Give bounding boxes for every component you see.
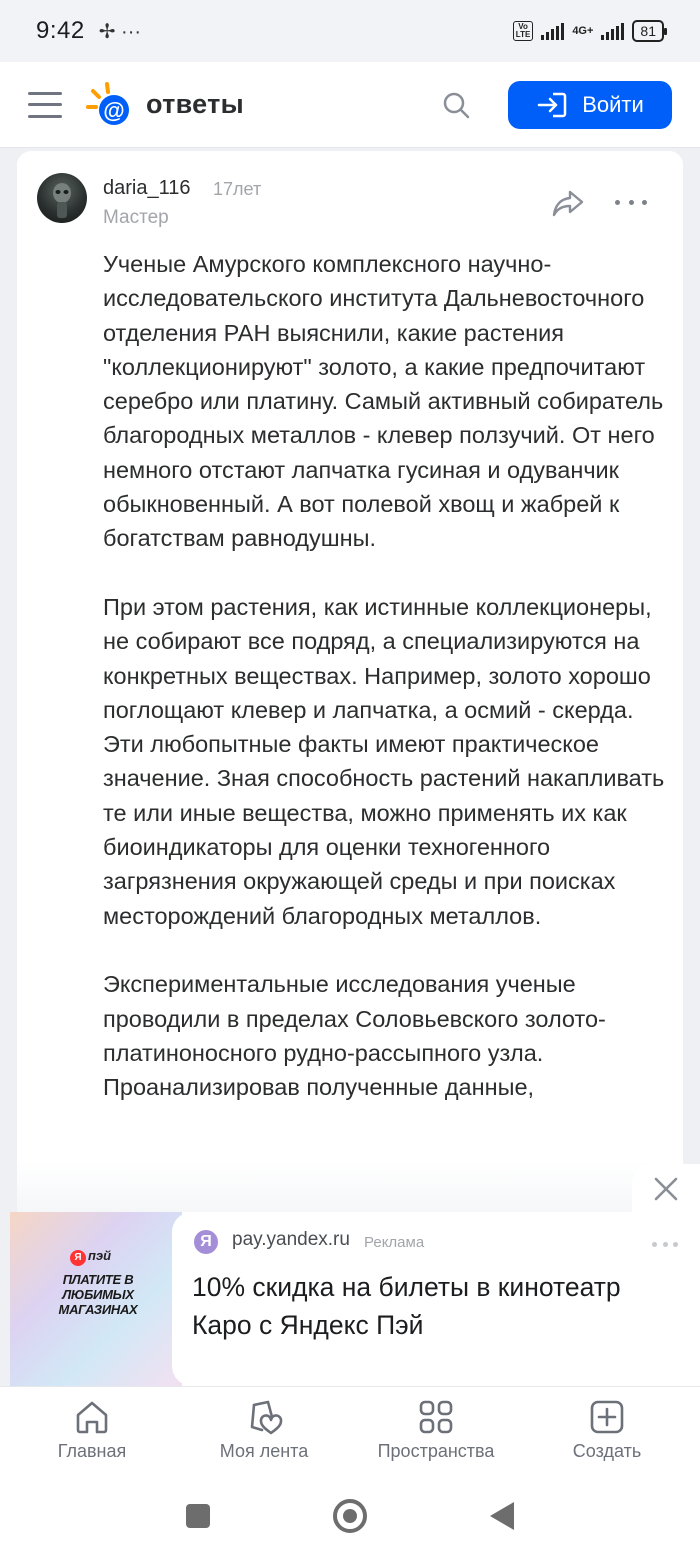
tab-feed[interactable] — [184, 1397, 344, 1471]
ad-favicon-icon: Я — [194, 1230, 218, 1254]
menu-icon[interactable] — [28, 92, 62, 118]
close-icon — [653, 1176, 679, 1202]
app-header — [0, 62, 700, 148]
avatar-figure-icon — [37, 173, 87, 223]
status-notification-icons: ✢ ··· — [98, 20, 142, 43]
create-plus-icon — [587, 1397, 627, 1437]
author-age: 17лет — [213, 179, 262, 199]
back-icon[interactable] — [490, 1502, 514, 1530]
recent-apps-icon[interactable] — [186, 1504, 210, 1528]
more-options-icon[interactable] — [615, 195, 647, 209]
signal-icon-2 — [601, 22, 624, 40]
search-button[interactable] — [434, 83, 478, 127]
login-icon — [536, 91, 568, 119]
logo-text: ответы — [146, 89, 245, 119]
ad-close-button[interactable] — [632, 1164, 700, 1214]
feed-heart-icon — [244, 1397, 284, 1437]
ad-brand — [70, 1248, 111, 1266]
ad-banner[interactable] — [10, 1212, 700, 1386]
home-icon — [72, 1397, 112, 1437]
tab-label: Главная — [57, 1441, 127, 1461]
answer-card — [17, 151, 683, 1221]
search-icon — [442, 91, 470, 119]
tab-spaces[interactable] — [356, 1397, 516, 1471]
author-rank: Мастер — [103, 207, 169, 228]
ad-image[interactable] — [10, 1212, 182, 1386]
ad-brand-text: пэй — [88, 1248, 112, 1263]
share-icon — [551, 187, 585, 219]
answer-paragraph: Экспериментальные исследования ученые проводили в пределах Соловьевского золото-платиноносного рудно-рассыпного узла. Проанализировав полученные данные, — [103, 971, 606, 1101]
status-time: 9:42 — [36, 17, 85, 44]
ad-label: Реклама — [364, 1234, 425, 1251]
battery-icon: 81 — [632, 20, 664, 42]
svg-text:@: @ — [103, 97, 125, 123]
ad-title[interactable]: 10% скидка на билеты в кинотеатр Каро с Яндекс Пэй — [192, 1272, 621, 1340]
tab-label: Моя лента — [219, 1441, 309, 1461]
volte-icon: Vo LTE — [513, 21, 534, 41]
status-indicators — [513, 20, 664, 42]
signal-icon — [541, 22, 564, 40]
tab-label: Создать — [572, 1441, 642, 1461]
network-type: 4G+ — [572, 25, 594, 37]
tab-create[interactable] — [527, 1397, 687, 1471]
system-nav-bar — [0, 1476, 700, 1556]
login-button[interactable] — [508, 81, 672, 129]
author-name[interactable]: daria_116 — [103, 177, 191, 199]
share-button[interactable] — [551, 187, 585, 219]
ad-domain[interactable]: pay.yandex.ru — [232, 1229, 350, 1250]
spaces-grid-icon — [416, 1397, 456, 1437]
ad-panel[interactable] — [172, 1212, 700, 1386]
ad-more-icon[interactable] — [652, 1242, 678, 1248]
status-bar — [0, 0, 700, 62]
ad-slogan: ПЛАТИТЕ В ЛЮБИМЫХ МАГАЗИНАХ — [58, 1272, 138, 1317]
home-button-icon[interactable] — [333, 1499, 367, 1533]
answer-text — [103, 247, 669, 1139]
tab-home[interactable] — [12, 1397, 172, 1471]
ad-brand-logo-icon: Я — [70, 1250, 86, 1266]
login-label: Войти — [582, 91, 644, 117]
logo-mark-icon — [82, 80, 144, 130]
tab-label: Пространства — [377, 1441, 495, 1461]
logo[interactable] — [82, 80, 244, 130]
answer-paragraph: При этом растения, как истинные коллекционеры, не собирают все подряд, а специализируются на конкретных веществах. Например, золото хорошо поглощают клевер и лапчатка, а осмий - скерда. Эти любопытные факты имеют практическое значение. Зная способность растений накапливать те или иные вещества, можно применять их как биоиндикаторы для оценки техногенного загрязнения окружающей среды и при поисках месторождений благородных металлов. — [103, 593, 665, 929]
answer-paragraph: Ученые Амурского комплексного научно-исследовательского института Дальневосточного отделения РАН выяснили, какие растения "коллекционируют" золото, а какие предпочитают серебро или платину. Самый активный собиратель благородных металлов - клевер ползучий. От него немного отстают лапчатка гусиная и одуванчик обыкновенный. А вот полевой хвощ и жабрей к богатствам равнодушны. — [103, 251, 664, 552]
bottom-tab-bar — [0, 1386, 700, 1476]
avatar[interactable] — [37, 173, 87, 223]
